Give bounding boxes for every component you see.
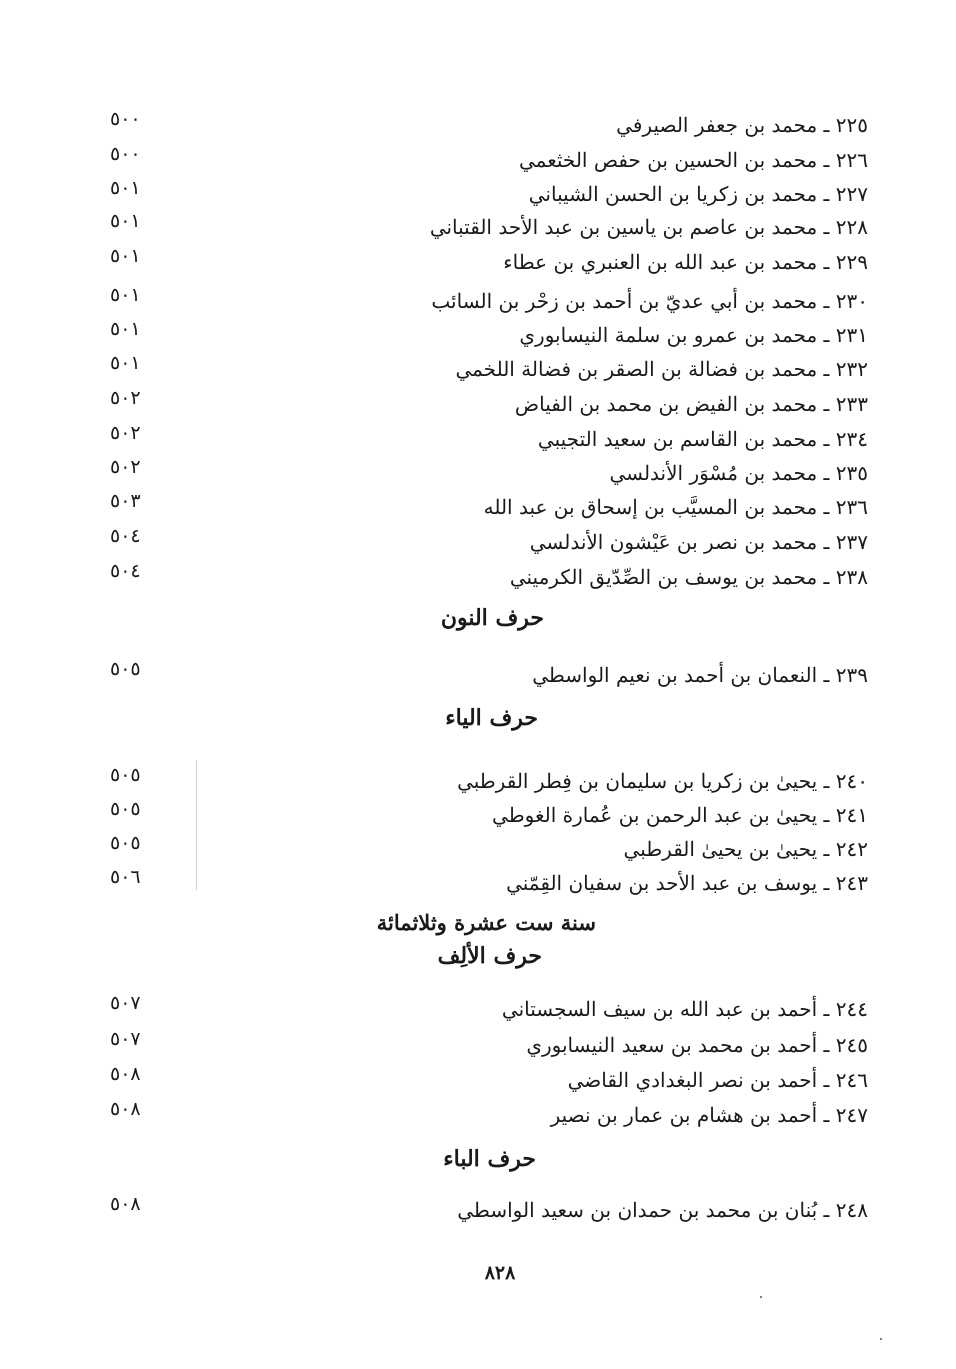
entry-page-number: ٥٠٥ xyxy=(110,832,141,854)
entry-page-number: ٥٠١ xyxy=(110,318,141,340)
index-entry xyxy=(110,352,868,389)
entry-title: ٢٣٦ ـ محمد بن المسيَّب بن إسحاق بن عبد الله xyxy=(483,495,868,519)
entry-page-number: ٥٠١ xyxy=(110,210,141,232)
index-entry xyxy=(110,764,868,801)
entry-title: ٢٤٤ ـ أحمد بن عبد الله بن سيف السجستاني xyxy=(501,997,868,1021)
entry-title: ٢٤٧ ـ أحمد بن هشام بن عمار بن نصير xyxy=(550,1103,868,1127)
index-entry xyxy=(110,1063,868,1100)
index-entry xyxy=(110,832,868,869)
index-entry xyxy=(110,525,868,562)
entry-page-number: ٥٠٠ xyxy=(110,143,141,165)
index-entry xyxy=(110,284,868,321)
section-heading: حرف الياء xyxy=(445,705,538,731)
entry-title: ٢٣٤ ـ محمد بن القاسم بن سعيد التجيبي xyxy=(537,427,868,451)
year-heading: سنة ست عشرة وثلاثمائة xyxy=(376,910,596,935)
entry-title: ٢٢٨ ـ محمد بن عاصم بن ياسين بن عبد الأحد القتباني xyxy=(429,215,868,239)
entry-page-number: ٥٠٢ xyxy=(110,422,141,444)
scan-artifact-line xyxy=(196,760,197,890)
index-entry xyxy=(110,798,868,835)
entry-page-number: ٥٠٢ xyxy=(110,387,141,409)
entry-page-number: ٥٠١ xyxy=(110,177,141,199)
index-entry xyxy=(110,456,868,493)
entry-page-number: ٥٠٧ xyxy=(110,992,141,1014)
section-heading: حرف الألِف xyxy=(437,943,542,969)
scan-artifact-dot xyxy=(760,1296,762,1298)
index-entry xyxy=(110,143,868,180)
entry-page-number: ٥٠٤ xyxy=(110,560,141,582)
entry-page-number: ٥٠٨ xyxy=(110,1193,141,1215)
entry-title: ٢٣١ ـ محمد بن عمرو بن سلمة النيسابوري xyxy=(519,323,868,347)
index-entry xyxy=(110,1028,868,1065)
entry-title: ٢٣٢ ـ محمد بن فضالة بن الصقر بن فضالة اللخمي xyxy=(455,357,868,381)
entry-title: ٢٢٥ ـ محمد بن جعفر الصيرفي xyxy=(616,113,868,137)
entry-title: ٢٣٥ ـ محمد بن مُسْوَر الأندلسي xyxy=(609,461,868,485)
entry-page-number: ٥٠٨ xyxy=(110,1063,141,1085)
entry-title: ٢٤٠ ـ يحيىٰ بن زكريا بن سليمان بن فِطر القرطبي xyxy=(457,769,868,793)
index-entry xyxy=(110,245,868,282)
index-entry xyxy=(110,108,868,145)
index-entry xyxy=(110,992,868,1029)
index-entry xyxy=(110,1098,868,1135)
entry-title: ٢٣٧ ـ محمد بن نصر بن عَيْشون الأندلسي xyxy=(529,530,868,554)
entry-page-number: ٥٠١ xyxy=(110,352,141,374)
index-entry xyxy=(110,866,868,903)
entry-page-number: ٥٠٥ xyxy=(110,658,141,680)
index-entry xyxy=(110,318,868,355)
entry-page-number: ٥٠١ xyxy=(110,284,141,306)
index-entry xyxy=(110,560,868,597)
entry-title: ٢٢٧ ـ محمد بن زكريا بن الحسن الشيباني xyxy=(528,182,868,206)
index-entry xyxy=(110,177,868,214)
entry-title: ٢٤٦ ـ أحمد بن نصر البغدادي القاضي xyxy=(567,1068,868,1092)
entry-title: ٢٤٢ ـ يحيىٰ بن يحيىٰ القرطبي xyxy=(623,837,868,861)
index-entry xyxy=(110,658,868,695)
entry-page-number: ٥٠٠ xyxy=(110,108,141,130)
index-entry xyxy=(110,210,868,247)
entry-title: ٢٢٩ ـ محمد بن عبد الله بن العنبري بن عطاء xyxy=(503,250,868,274)
section-heading: حرف النون xyxy=(440,605,544,631)
section-heading: حرف الباء xyxy=(443,1146,536,1172)
entry-title: ٢٤١ ـ يحيىٰ بن عبد الرحمن بن عُمارة الغوطي xyxy=(492,803,868,827)
entry-page-number: ٥٠٨ xyxy=(110,1098,141,1120)
entry-title: ٢٢٦ ـ محمد بن الحسين بن حفص الخثعمي xyxy=(519,148,868,172)
entry-title: ٢٣٠ ـ محمد بن أبي عديّ بن أحمد بن زحْر بن السائب xyxy=(431,289,868,313)
entry-page-number: ٥٠١ xyxy=(110,245,141,267)
index-entry xyxy=(110,422,868,459)
entry-page-number: ٥٠٣ xyxy=(110,490,141,512)
scan-artifact-dot xyxy=(880,1338,882,1340)
entry-title: ٢٤٨ ـ بُنان بن محمد بن حمدان بن سعيد الواسطي xyxy=(457,1198,868,1222)
entry-page-number: ٥٠٧ xyxy=(110,1028,141,1050)
index-entry xyxy=(110,387,868,424)
index-entry xyxy=(110,490,868,527)
page-number: ٨٢٨ xyxy=(484,1262,516,1284)
entry-title: ٢٣٨ ـ محمد بن يوسف بن الصِّدّيق الكرميني xyxy=(509,565,868,589)
entry-page-number: ٥٠٥ xyxy=(110,798,141,820)
entry-title: ٢٤٣ ـ يوسف بن عبد الأحد بن سفيان القِمّني xyxy=(506,871,868,895)
index-entry xyxy=(110,1193,868,1230)
entry-title: ٢٤٥ ـ أحمد بن محمد بن سعيد النيسابوري xyxy=(526,1033,868,1057)
entry-title: ٢٣٩ ـ النعمان بن أحمد بن نعيم الواسطي xyxy=(532,663,868,687)
entry-title: ٢٣٣ ـ محمد بن الفيض بن محمد بن الفياض xyxy=(514,392,868,416)
entry-page-number: ٥٠٤ xyxy=(110,525,141,547)
entry-page-number: ٥٠٢ xyxy=(110,456,141,478)
entry-page-number: ٥٠٥ xyxy=(110,764,141,786)
entry-page-number: ٥٠٦ xyxy=(110,866,141,888)
